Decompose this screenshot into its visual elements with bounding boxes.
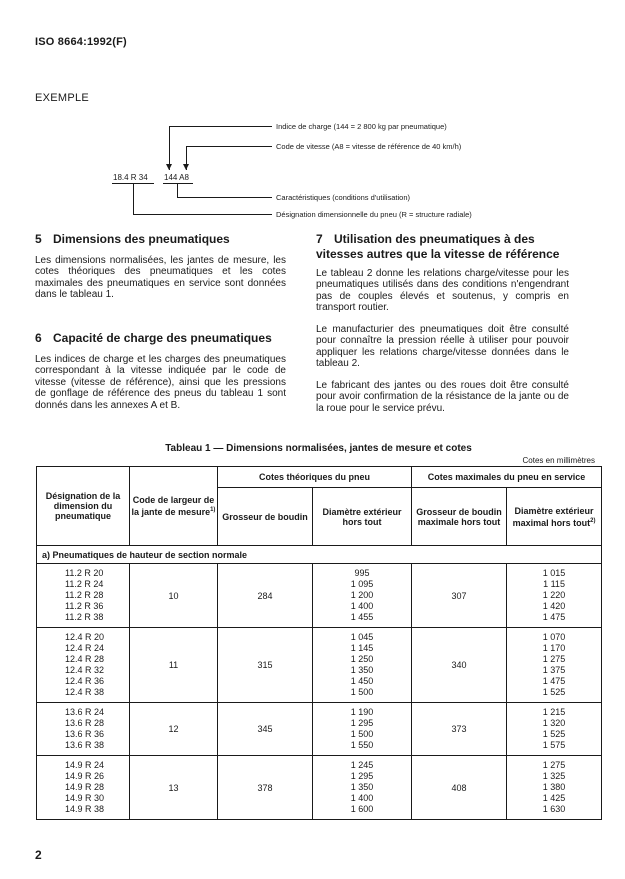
tire-size-list xyxy=(37,703,130,756)
header-max-outer-diameter: Diamètre extérieur maximal hors tout$^{2)}$ xyxy=(507,488,602,546)
outer-diameter-list-value: 1 295 xyxy=(350,771,374,781)
max-outer-diameter-list-value: 1 525 xyxy=(542,729,566,739)
section-7-title xyxy=(316,232,601,262)
max-outer-diameter-list-value: 1 575 xyxy=(542,740,566,750)
annotation-characteristics: Caractéristiques (conditions d'utilisation) xyxy=(276,193,410,202)
outer-diameter-list xyxy=(313,564,412,628)
example-load-speed-code: 144 A8 xyxy=(164,173,189,182)
outer-diameter-list-value: 1 550 xyxy=(350,740,374,750)
page-number: 2 xyxy=(35,848,42,862)
table-units: Cotes en millimètres xyxy=(522,456,595,465)
max-outer-diameter-list-value: 1 630 xyxy=(542,804,566,814)
example-size-code: 18.4 R 34 xyxy=(113,173,148,182)
outer-diameter-list-value: 1 145 xyxy=(350,643,374,653)
table-row xyxy=(37,628,602,703)
section-7-heading-line2: vitesses autres que la vitesse de référence xyxy=(316,247,560,261)
rim-code-cell: 10 xyxy=(130,564,218,628)
outer-diameter-list xyxy=(313,703,412,756)
outer-diameter-list-value: 1 500 xyxy=(350,687,374,697)
tire-size-list-value: 12.4 R 20 xyxy=(65,632,105,642)
table-row xyxy=(37,756,602,820)
annotation-load-index: Indice de charge (144 = 2 800 kg par pneumatique) xyxy=(276,122,447,131)
max-outer-diameter-list-value: 1 275 xyxy=(542,760,566,770)
tire-size-list xyxy=(37,756,130,820)
rim-code-cell: 12 xyxy=(130,703,218,756)
section-6-title xyxy=(35,331,300,346)
outer-diameter-list-value: 1 350 xyxy=(350,665,374,675)
table-title: Tableau 1 — Dimensions normalisées, jantes de mesure et cotes xyxy=(165,443,472,454)
section-7-paragraph-1: Le tableau 2 donne les relations charge/vitesse pour les pneumatiques utilisés dans des conditions n'engendrant pas de couples élevés et soutenus, y compris en transport routier. xyxy=(316,268,569,314)
outer-diameter-list xyxy=(313,628,412,703)
header-designation: Désignation de la dimension du pneumatique xyxy=(37,467,130,546)
tire-size-list-value: 11.2 R 20 xyxy=(65,568,104,578)
example-heading: EXEMPLE xyxy=(35,92,90,104)
tire-size-list xyxy=(37,628,130,703)
max-outer-diameter-list-value: 1 070 xyxy=(542,632,566,642)
max-outer-diameter-list-value: 1 475 xyxy=(542,612,566,622)
outer-diameter-list xyxy=(313,756,412,820)
section-6-number: 6 xyxy=(35,331,42,345)
outer-diameter-list-value: 1 250 xyxy=(350,654,374,664)
max-outer-diameter-list-value: 1 380 xyxy=(542,782,566,792)
header-theoretical: Cotes théoriques du pneu xyxy=(218,467,412,488)
tire-size-list-value: 11.2 R 24 xyxy=(65,579,104,589)
section-7-heading-line1: Utilisation des pneumatiques à des xyxy=(334,232,535,246)
section-label: a) Pneumatiques de hauteur de section normale xyxy=(37,546,602,564)
rim-code-cell: 13 xyxy=(130,756,218,820)
outer-diameter-list-value: 1 350 xyxy=(350,782,374,792)
max-section-width-cell: 307 xyxy=(412,564,507,628)
outer-diameter-list-value: 995 xyxy=(354,568,370,578)
header-rim-code: Code de largeur de la jante de mesure$^{1)}$ xyxy=(130,467,218,546)
tire-size-list-value: 12.4 R 38 xyxy=(65,687,105,697)
max-outer-diameter-list-value: 1 215 xyxy=(542,707,566,717)
header-max-service: Cotes maximales du pneu en service xyxy=(412,467,602,488)
max-outer-diameter-list-value: 1 320 xyxy=(542,718,566,728)
outer-diameter-list-value: 1 400 xyxy=(350,601,374,611)
max-outer-diameter-list-value: 1 475 xyxy=(542,676,566,686)
outer-diameter-list-value: 1 400 xyxy=(350,793,374,803)
section-7-paragraph-2: Le manufacturier des pneumatiques doit être consulté pour connaître la pression réelle à utiliser pour pouvoir appliquer les relations charge/vitesse données dans le tableau 2. xyxy=(316,324,569,370)
outer-diameter-list-value: 1 500 xyxy=(350,729,374,739)
tire-size-list-value: 13.6 R 36 xyxy=(65,729,105,739)
section-5-paragraph: Les dimensions normalisées, les jantes de mesure, les cotes théoriques des pneumatiques et les cotes maximales des pneumatiques en service sont données dans le tableau 1. xyxy=(35,255,286,301)
max-outer-diameter-list-value: 1 525 xyxy=(542,687,566,697)
section-width-cell: 315 xyxy=(218,628,313,703)
annotation-dimension-designation: Désignation dimensionnelle du pneu (R = structure radiale) xyxy=(276,210,472,219)
section-6-paragraph: Les indices de charge et les charges des pneumatiques correspondant à la vitesse indiquée par le code de vitesse (vitesse de référence), ainsi que les pressions de gonflage de référence des pneus du tableau 1 sont donnés dans les annexes A et B. xyxy=(35,354,286,411)
max-outer-diameter-list-value: 1 325 xyxy=(542,771,566,781)
tire-size-list-value: 13.6 R 24 xyxy=(65,707,105,717)
max-section-width-cell: 408 xyxy=(412,756,507,820)
section-width-cell: 378 xyxy=(218,756,313,820)
section-width-cell: 345 xyxy=(218,703,313,756)
tire-size-list-value: 14.9 R 24 xyxy=(65,760,105,770)
tire-size-list xyxy=(37,564,130,628)
outer-diameter-list-value: 1 045 xyxy=(350,632,374,642)
tire-size-list-value: 12.4 R 24 xyxy=(65,643,105,653)
tire-size-list-value: 11.2 R 38 xyxy=(65,612,104,622)
max-outer-diameter-list-value: 1 220 xyxy=(542,590,566,600)
tire-size-list-value: 14.9 R 28 xyxy=(65,782,105,792)
outer-diameter-list-value: 1 455 xyxy=(350,612,374,622)
outer-diameter-list-value: 1 095 xyxy=(350,579,374,589)
header-max-section-width: Grosseur de boudin maximale hors tout xyxy=(412,488,507,546)
section-7-paragraph-3: Le fabricant des jantes ou des roues doit être consulté pour avoir confirmation de la résistance de la jante ou de la roue pour le service prévu. xyxy=(316,380,569,414)
max-outer-diameter-list-value: 1 420 xyxy=(542,601,566,611)
max-section-width-cell: 373 xyxy=(412,703,507,756)
outer-diameter-list-value: 1 295 xyxy=(350,718,374,728)
max-section-width-cell: 340 xyxy=(412,628,507,703)
document-id: ISO 8664:1992(F) xyxy=(35,36,127,48)
header-section-width: Grosseur de boudin xyxy=(218,488,313,546)
tire-size-list-value: 13.6 R 28 xyxy=(65,718,105,728)
max-outer-diameter-list-value: 1 425 xyxy=(542,793,566,803)
tire-size-list-value: 11.2 R 28 xyxy=(65,590,104,600)
tire-size-list-value: 14.9 R 26 xyxy=(65,771,105,781)
max-outer-diameter-list-value: 1 375 xyxy=(542,665,566,675)
tire-size-list-value: 12.4 R 36 xyxy=(65,676,105,686)
section-5-heading: Dimensions des pneumatiques xyxy=(53,232,230,246)
max-outer-diameter-list xyxy=(507,564,602,628)
outer-diameter-list-value: 1 245 xyxy=(350,760,374,770)
tire-dimensions-table xyxy=(36,466,602,820)
section-5-number: 5 xyxy=(35,232,42,246)
outer-diameter-list-value: 1 200 xyxy=(350,590,374,600)
outer-diameter-list-value: 1 190 xyxy=(350,707,374,717)
max-outer-diameter-list xyxy=(507,703,602,756)
max-outer-diameter-list xyxy=(507,756,602,820)
max-diameter-footnote: 2) xyxy=(590,517,596,524)
rim-code-footnote: 1) xyxy=(210,507,216,513)
tire-size-list-value: 13.6 R 38 xyxy=(65,740,105,750)
table-row xyxy=(37,703,602,756)
section-width-cell: 284 xyxy=(218,564,313,628)
tire-size-list-value: 12.4 R 28 xyxy=(65,654,105,664)
rim-code-cell: 11 xyxy=(130,628,218,703)
tire-size-list-value: 14.9 R 38 xyxy=(65,804,105,814)
tire-size-list-value: 14.9 R 30 xyxy=(65,793,105,803)
header-outer-diameter: Diamètre extérieur hors tout xyxy=(313,488,412,546)
outer-diameter-list-value: 1 450 xyxy=(350,676,374,686)
tire-size-list-value: 12.4 R 32 xyxy=(65,665,105,675)
max-outer-diameter-list-value: 1 015 xyxy=(542,568,566,578)
outer-diameter-list-value: 1 600 xyxy=(350,804,374,814)
max-outer-diameter-list-value: 1 275 xyxy=(542,654,566,664)
max-outer-diameter-list-value: 1 115 xyxy=(543,579,565,589)
max-outer-diameter-list xyxy=(507,628,602,703)
section-5-title xyxy=(35,232,300,247)
table-row xyxy=(37,564,602,628)
tire-size-list-value: 11.2 R 36 xyxy=(65,601,104,611)
section-7-number: 7 xyxy=(316,232,323,246)
max-outer-diameter-list-value: 1 170 xyxy=(542,643,566,653)
annotation-speed-code: Code de vitesse (A8 = vitesse de référence de 40 km/h) xyxy=(276,142,462,151)
section-6-heading: Capacité de charge des pneumatiques xyxy=(53,331,272,345)
